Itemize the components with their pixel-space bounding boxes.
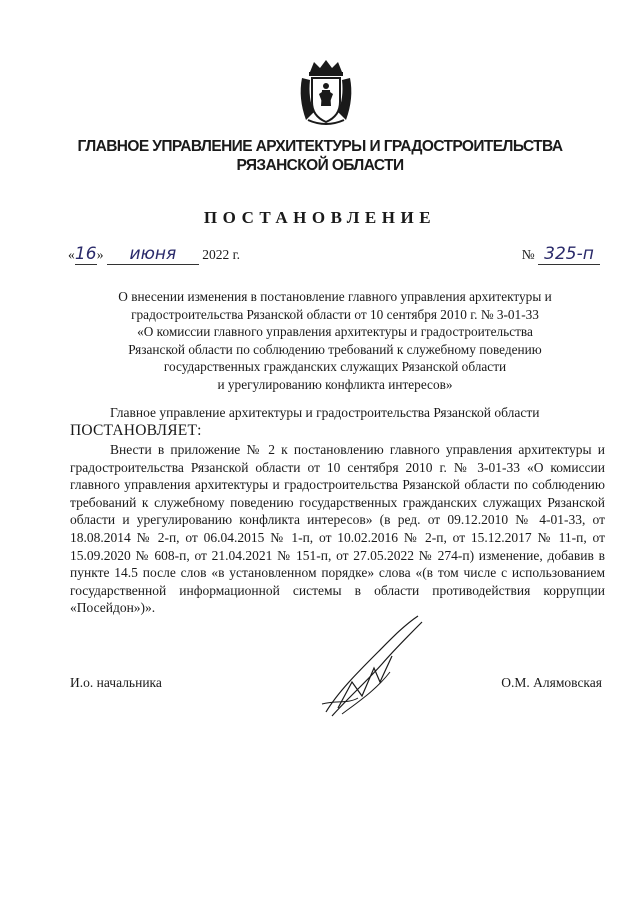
date-month: июня (107, 244, 199, 265)
document-subject (70, 288, 600, 393)
number-prefix: № (521, 247, 535, 262)
document-date (68, 244, 240, 265)
document-number (522, 244, 600, 265)
document-type-title: ПОСТАНОВЛЕНИЕ (203, 208, 437, 227)
agency-name-line2: РЯЗАНСКОЙ ОБЛАСТИ (236, 157, 404, 174)
signatory-name: О.М. Алямовская (501, 675, 602, 690)
signatory-title: И.о. начальника (70, 675, 162, 690)
body-paragraph: Внести в приложение № 2 к постановлению главного управления архитектуры и градостроительства Рязанской области от 10 сентября 2010 г. № 3-01-33 «О комиссии главного управления архитектуры и градостроительства Рязанской области по соблюдению требований к служебному поведению государственных гражданских служащих Рязанской области и урегулированию конфликта интересов» (в ред. от 09.12.2010 № 4-01-33, от 18.08.2014 № 2-п, от 06.04.2015 № 1-п, от 10.02.2016 № 2-п, от 15.12.2017 № 11-п, от 15.09.2020 № 608-п, от 21.04.2021 № 151-п, от 27.05.2022 № 274-п) изменение, добавив в пункте 14.5 после слов «в установленном порядке» слова «(в том числе с использованием государственной информационной системы в области противодействия коррупции «Посейдон»)». (70, 442, 605, 616)
subject-line: «О комиссии главного управления архитектуры и градостроительства (137, 324, 533, 339)
date-quote-close: » (96, 247, 104, 262)
coat-of-arms-icon (296, 58, 356, 128)
subject-line: градостроительства Рязанской области от 10 сентября 2010 г. № 3-01-33 (131, 306, 539, 322)
date-day: 16 (74, 244, 97, 264)
date-year: 2022 г. (202, 247, 241, 262)
subject-line: Рязанской области по соблюдению требований к служебному поведению (128, 341, 542, 357)
agency-name-line1: ГЛАВНОЕ УПРАВЛЕНИЕ АРХИТЕКТУРЫ И ГРАДОСТРОИТЕЛЬСТВА (77, 138, 563, 155)
number-value: 325-п (538, 244, 600, 265)
subject-line: и урегулированию конфликта интересов» (217, 376, 453, 392)
subject-line: государственных гражданских служащих Рязанской области (163, 359, 507, 374)
preamble-text: Главное управление архитектуры и градостроительства Рязанской области (110, 405, 540, 420)
decree-word: ПОСТАНОВЛЯЕТ: (70, 421, 202, 439)
preamble (70, 404, 605, 439)
date-quote-open: « (68, 247, 75, 262)
subject-line: О внесении изменения в постановление главного управления архитектуры и (118, 289, 552, 304)
handwritten-signature-icon (318, 612, 438, 722)
